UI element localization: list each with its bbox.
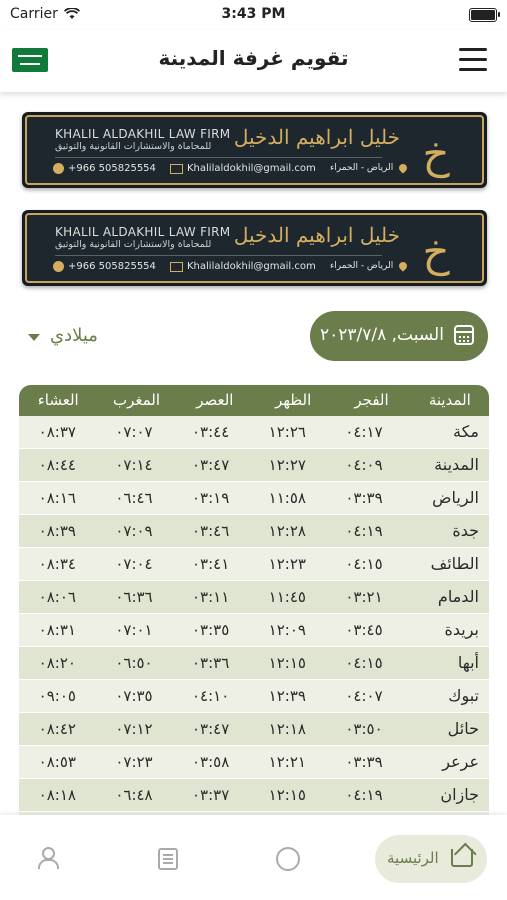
dropdown-arrow-icon	[28, 334, 40, 341]
time-cell: ٠٨:٤٤	[38, 456, 76, 474]
mail-icon	[170, 262, 183, 272]
banner-phone	[53, 163, 156, 174]
time-cell: ٠٨:٣٧	[38, 423, 76, 441]
city-cell: حائل	[447, 719, 479, 738]
prayer-times-table	[19, 385, 489, 845]
time-cell: ٠٣:١٩	[192, 489, 230, 507]
time-cell: ٠٨:١٨	[38, 786, 76, 804]
time-cell: ٠٤:٠٧	[345, 687, 383, 705]
tab-home[interactable]	[375, 835, 487, 883]
time-cell: ٠٣:٥٠	[345, 720, 383, 738]
time-cell: ١٢:٠٩	[268, 621, 306, 639]
document-list-icon[interactable]	[158, 848, 178, 870]
time-cell: ١٢:٣٩	[268, 687, 306, 705]
menu-bar-middle	[459, 58, 487, 61]
city-cell: الطائف	[430, 554, 479, 573]
time-cell: ٠٣:٣٩	[345, 489, 383, 507]
time-cell: ٠٤:١٥	[345, 654, 383, 672]
calendar-type-value: ميلادي	[50, 325, 98, 346]
time-cell: ٠٧:٠٧	[115, 423, 153, 441]
time-cell: ٠٣:٤٥	[345, 621, 383, 639]
banner-arabic-name: خليل ابراهيم الدخيل	[233, 223, 400, 247]
banner-email-text: Khalilaldokhil@gmail.com	[187, 163, 316, 174]
time-cell: ٠٣:٤١	[192, 555, 230, 573]
city-cell: مكة	[453, 422, 479, 441]
banner-email	[170, 261, 316, 272]
time-cell: ٠٣:٤٧	[192, 456, 230, 474]
time-cell: ٠٧:٢٣	[115, 753, 153, 771]
time-cell: ٠٧:٣٥	[115, 687, 153, 705]
profile-icon[interactable]	[38, 847, 58, 867]
location-pin-icon	[398, 260, 409, 271]
time-cell: ٠٣:٣٦	[192, 654, 230, 672]
status-time: 3:43 PM	[221, 6, 286, 22]
time-cell: ٠٣:٤٦	[192, 522, 230, 540]
carrier-label: Carrier	[10, 6, 58, 22]
time-cell: ١٢:١٥	[268, 654, 306, 672]
time-cell: ٠٤:١٧	[345, 423, 383, 441]
table-row[interactable]	[19, 614, 489, 647]
mail-icon	[170, 164, 183, 174]
list-line	[163, 862, 173, 864]
location-pin-icon	[398, 162, 409, 173]
time-cell: ٠٧:٠٤	[115, 555, 153, 573]
firm-logo: خ	[422, 129, 450, 178]
table-row[interactable]	[19, 581, 489, 614]
time-cell: ٠٣:٣٧	[192, 786, 230, 804]
banner-frame	[25, 213, 484, 283]
time-cell: ٠٦:٥٠	[115, 654, 153, 672]
time-cell: ٠٦:٤٦	[115, 489, 153, 507]
list-line	[163, 854, 173, 856]
time-cell: ٠٨:٤٢	[38, 720, 76, 738]
table-row[interactable]	[19, 449, 489, 482]
column-header: المدينة	[428, 391, 471, 409]
time-cell: ٠٦:٤٨	[115, 786, 153, 804]
column-header: الظهر	[275, 391, 312, 409]
time-cell: ١٢:٢٧	[268, 456, 306, 474]
law-firm-banner[interactable]	[22, 210, 487, 286]
time-cell: ٠٧:١٢	[115, 720, 153, 738]
menu-bar-bottom	[459, 68, 487, 71]
banner-location	[330, 163, 407, 173]
battery-icon	[469, 8, 497, 22]
time-cell: ١٢:٢٣	[268, 555, 306, 573]
phone-icon	[53, 163, 64, 174]
banner-english-name: KHALIL ALDAKHIL LAW FIRM	[55, 127, 231, 141]
city-cell: المدينة	[434, 455, 479, 474]
banner-phone	[53, 261, 156, 272]
city-cell: جدة	[452, 521, 479, 540]
city-cell: الدمام	[437, 587, 479, 606]
time-cell: ٠٨:٣٤	[38, 555, 76, 573]
menu-bar-top	[459, 48, 487, 51]
time-cell: ٠٤:١٥	[345, 555, 383, 573]
banner-english-name: KHALIL ALDAKHIL LAW FIRM	[55, 225, 231, 239]
city-cell: تبوك	[448, 686, 479, 705]
time-cell: ٠٧:١٤	[115, 456, 153, 474]
column-header: العصر	[196, 391, 234, 409]
date-picker-button[interactable]	[310, 311, 488, 361]
column-header: الفجر	[354, 391, 389, 409]
calendar-type-dropdown[interactable]	[28, 325, 118, 349]
time-cell: ٠٩:٠٥	[38, 687, 76, 705]
time-cell: ٠٣:٢١	[345, 588, 383, 606]
banner-location-text: الرياض - الحمراء	[330, 163, 394, 173]
banner-location	[330, 261, 407, 271]
column-header: المغرب	[113, 391, 161, 409]
time-cell: ٠٣:٤٤	[192, 423, 230, 441]
city-cell: أبها	[457, 653, 479, 672]
firm-logo: خ	[422, 227, 450, 276]
banner-email-text: Khalilaldokhil@gmail.com	[187, 261, 316, 272]
time-cell: ١٢:١٥	[268, 786, 306, 804]
table-row[interactable]	[19, 680, 489, 713]
time-cell: ٠٤:١٩	[345, 786, 383, 804]
current-date: السبت, ٢٠٢٣/٧/٨	[320, 325, 444, 345]
time-cell: ٠٤:١٩	[345, 522, 383, 540]
phone-icon	[53, 261, 64, 272]
time-cell: ١١:٤٥	[268, 588, 306, 606]
table-row[interactable]	[19, 482, 489, 515]
calendar-icon	[454, 325, 474, 345]
banner-frame	[25, 115, 484, 185]
time-cell: ٠٣:٥٨	[192, 753, 230, 771]
time-cell: ٠٨:١٦	[38, 489, 76, 507]
banner-location-text: الرياض - الحمراء	[330, 261, 394, 271]
status-bar	[0, 0, 507, 28]
time-cell: ٠٨:٣٩	[38, 522, 76, 540]
table-row[interactable]	[19, 416, 489, 449]
bottom-tab-bar	[0, 815, 507, 900]
home-icon	[451, 849, 473, 867]
banner-divider	[55, 157, 382, 158]
time-cell: ٠٣:٤٧	[192, 720, 230, 738]
banner-subtitle: للمحاماة والاستشارات القانونية والتوثيق	[55, 141, 212, 152]
banner-email	[170, 163, 316, 174]
tab-home-label: الرئيسية	[387, 849, 439, 867]
time-cell: ٠٤:٠٩	[345, 456, 383, 474]
time-cell: ٠٨:٥٣	[38, 753, 76, 771]
time-cell: ٠٣:١١	[192, 588, 230, 606]
city-cell: الرياض	[432, 488, 479, 507]
time-cell: ١٢:٢٦	[268, 423, 306, 441]
page-title: تقويم غرفة المدينة	[158, 46, 349, 70]
city-cell: بريدة	[444, 620, 479, 639]
time-cell: ١٢:١٨	[268, 720, 306, 738]
city-cell: جازان	[440, 785, 479, 804]
table-body	[19, 416, 489, 845]
table-row[interactable]	[19, 647, 489, 680]
profile-body	[38, 859, 59, 869]
time-cell: ٠٧:٠٩	[115, 522, 153, 540]
time-cell: ٠٨:٣١	[38, 621, 76, 639]
app-header	[0, 30, 507, 92]
time-cell: ٠٣:٣٥	[192, 621, 230, 639]
banner-subtitle: للمحاماة والاستشارات القانونية والتوثيق	[55, 239, 212, 250]
city-cell: عرعر	[442, 752, 479, 771]
table-row[interactable]	[19, 548, 489, 581]
table-row[interactable]	[19, 746, 489, 779]
table-row[interactable]	[19, 779, 489, 812]
time-cell: ٠٤:١٠	[192, 687, 230, 705]
list-line	[163, 858, 173, 860]
banner-phone-text: +966 505825554	[68, 261, 156, 272]
banner-divider	[55, 255, 382, 256]
time-cell: ٠٧:٠١	[115, 621, 153, 639]
time-cell: ٠٨:٢٠	[38, 654, 76, 672]
time-cell: ١٢:٢١	[268, 753, 306, 771]
table-header	[19, 385, 489, 416]
time-cell: ٠٣:٣٩	[345, 753, 383, 771]
law-firm-banner[interactable]	[22, 112, 487, 188]
table-row[interactable]	[19, 515, 489, 548]
time-cell: ٠٦:٣٦	[115, 588, 153, 606]
time-cell: ١١:٥٨	[268, 489, 306, 507]
time-cell: ٠٨:٠٦	[38, 588, 76, 606]
hamburger-menu-icon[interactable]	[459, 48, 487, 72]
column-header: العشاء	[37, 391, 79, 409]
compass-icon[interactable]	[276, 847, 300, 871]
banner-arabic-name: خليل ابراهيم الدخيل	[233, 125, 400, 149]
table-row[interactable]	[19, 713, 489, 746]
banner-phone-text: +966 505825554	[68, 163, 156, 174]
time-cell: ١٢:٢٨	[268, 522, 306, 540]
